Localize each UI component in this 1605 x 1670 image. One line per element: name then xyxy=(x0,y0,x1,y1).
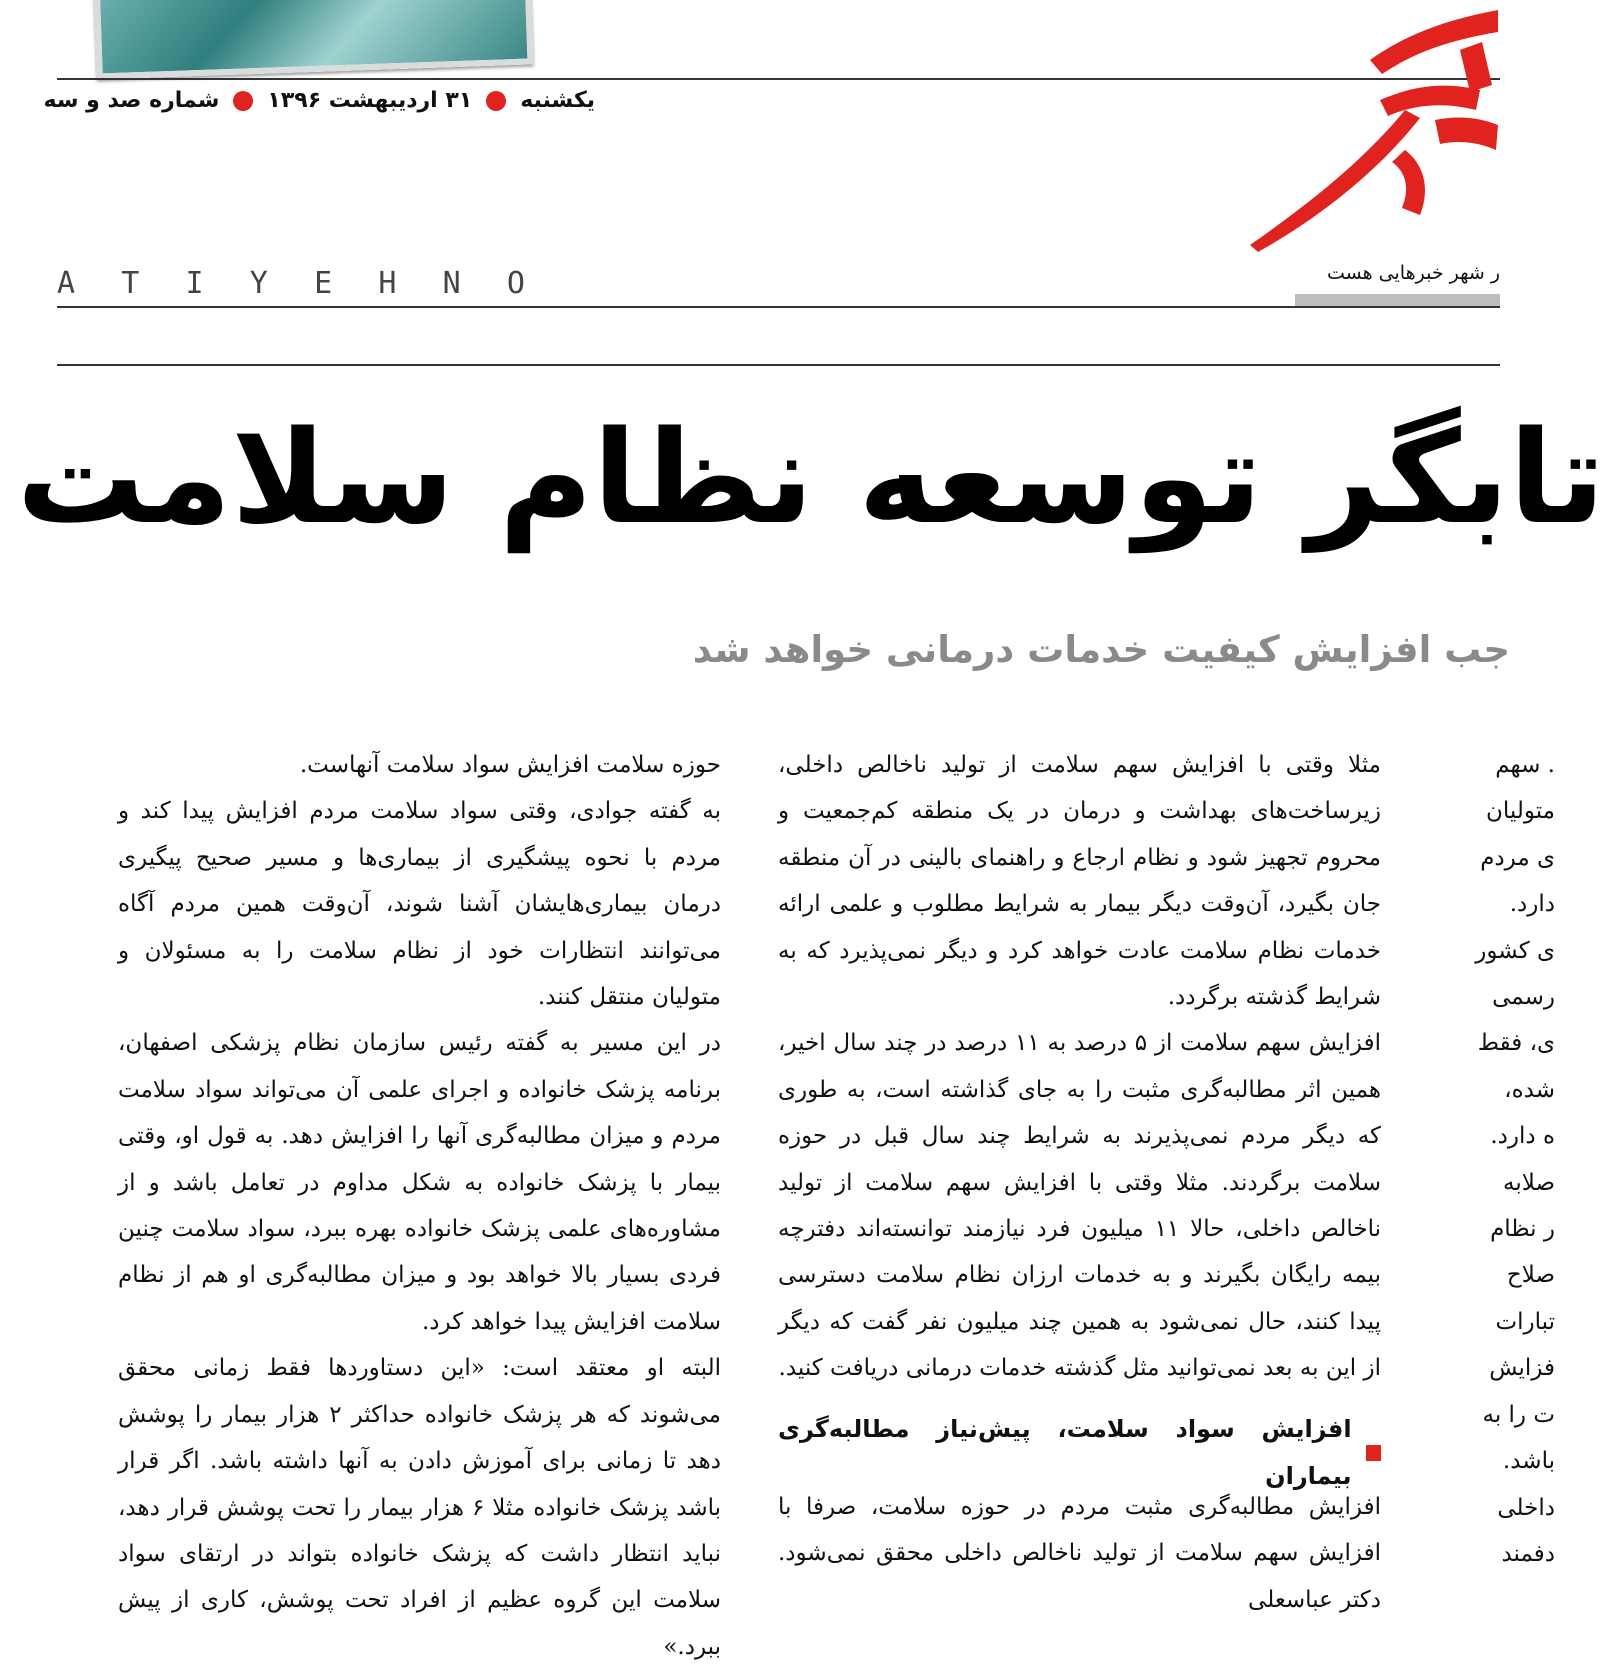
text-fragment: ی مردم xyxy=(1480,844,1555,871)
paragraph: مثلا وقتی با افزایش سهم سلامت از تولید ناخالص داخلی، زیرساخت‌های بهداشت و درمان در یک منطقه کم‌جمعیت و محروم تجهیز شود و نظام ارجاع و راهنمای بالینی در آن منطقه جان بگیرد، آن‌وقت دیگر بیمار به شرایط مطلوب و علمی ارائه خدمات نظام سلامت عادت خواهد کرد و دیگر نمی‌پذیرد که به شرایط گذشته برگردد. xyxy=(778,752,1381,1011)
text-fragment: ی، فقط xyxy=(1477,1030,1555,1057)
brand-letter: N xyxy=(442,266,463,301)
top-photo xyxy=(93,0,533,80)
text-fragment: فزایش xyxy=(1489,1355,1555,1382)
text-fragment: متولیان xyxy=(1486,798,1555,825)
section-rule xyxy=(57,364,1500,366)
text-fragment: دفمند xyxy=(1501,1540,1555,1567)
right-column-clip xyxy=(1435,742,1555,1569)
bullet-dot-icon xyxy=(486,91,506,111)
brand-letter: I xyxy=(185,266,206,301)
text-fragment: باشد. xyxy=(1502,1448,1555,1475)
text-fragment: ی کشور xyxy=(1475,937,1555,964)
section-heading-text: افزایش سواد سلامت، پیش‌نیاز مطالبه‌گری بیماران xyxy=(778,1415,1352,1490)
text-fragment: ه دارد. xyxy=(1490,1123,1555,1150)
square-bullet-icon xyxy=(1366,1445,1381,1461)
brand-letter: A xyxy=(57,266,78,301)
article-column-right xyxy=(1435,742,1555,1577)
dateline xyxy=(44,88,596,113)
article-column-left xyxy=(118,742,721,1670)
paragraph: افزایش مطالبه‌گری مثبت مردم در حوزه سلامت، صرفا با افزایش سهم سلامت از تولید ناخالص داخلی محقق نمی‌شود. دکتر عباسعلی xyxy=(778,1493,1381,1613)
masthead-bottom-rule xyxy=(57,306,1500,308)
brand-letter: Y xyxy=(249,266,270,301)
text-fragment: تبارات xyxy=(1495,1308,1555,1335)
brand-letter: E xyxy=(314,266,335,301)
text-fragment: ت را به xyxy=(1482,1401,1555,1428)
text-fragment: صلابه xyxy=(1503,1169,1555,1196)
dateline-day: یکشنبه xyxy=(520,88,595,113)
masthead-tagline: ر شهر خبرهایی هست xyxy=(1327,262,1500,284)
article-column-middle xyxy=(778,742,1381,1623)
brand-letter: H xyxy=(378,266,399,301)
dateline-issue: شماره صد و سه xyxy=(43,88,220,113)
paragraph: به گفته جوادی، وقتی سواد سلامت مردم افزایش پیدا کند و مردم با نحوه پیشگیری از بیماری‌ها و مسیر صحیح پیگیری درمان بیماری‌هایشان آشنا شوند، آن‌وقت همین مردم آگاه می‌توانند انتظارات خود از نظام سلامت را به مسئولان و متولیان منتقل کنند. xyxy=(118,798,721,1011)
brand-letter: O xyxy=(506,266,527,301)
brand-letter: T xyxy=(121,266,142,301)
paragraph: البته او معتقد است: «این دستاوردها فقط زمانی محقق می‌شوند که هر پزشک خانواده حداکثر ۲ هزار بیمار را پوشش دهد تا زمانی برای آموزش دادن به آنها داشته باشد. اگر قرار باشد پزشک خانواده مثلا ۶ هزار بیمار را تحت پوشش قرار دهد، نباید انتظار داشت که پزشک خانواده بتواند در ارتقای سواد سلامت این گروه عظیم از افراد تحت پوشش، کاری از پیش ببرد.» xyxy=(118,1355,721,1660)
newspaper-logo xyxy=(1230,0,1500,250)
paragraph: افزایش سهم سلامت از ۵ درصد به ۱۱ درصد در چند سال اخیر، همین اثر مطالبه‌گری مثبت را به جای گذاشته است، به طوری که دیگر مردم نمی‌پذیرند به شرایط چند سال قبل در حوزه سلامت برگردند. مثلا وقتی با افزایش سهم سلامت از تولید ناخالص داخلی، حالا ۱۱ میلیون فرد نیازمند توانسته‌اند دفترچه بیمه رایگان بگیرند و به خدمات ارزان نظام سلامت دسترسی پیدا کنند، حال نمی‌شود به همین چند میلیون نفر گفت که دیگر از این به بعد نمی‌توانید مثل گذشته خدمات درمانی دریافت کنید. xyxy=(778,1030,1381,1382)
paragraph: حوزه سلامت افزایش سواد سلامت آنهاست. xyxy=(299,752,721,778)
text-fragment: دارد. xyxy=(1509,891,1555,918)
article-subhead: جب افزایش کیفیت خدمات درمانی خواهد شد xyxy=(692,628,1510,671)
brand-wordmark xyxy=(57,266,527,301)
text-fragment: صلاح xyxy=(1506,1262,1555,1289)
text-fragment: داخلی xyxy=(1497,1494,1555,1521)
dateline-date: ۳۱ اردیبهشت ۱۳۹۶ xyxy=(267,88,473,113)
article-headline: تابگر توسعه نظام سلامت xyxy=(16,404,1605,553)
tagline-bar xyxy=(1295,294,1500,306)
text-fragment: شده، xyxy=(1504,1076,1555,1103)
text-fragment: . سهم xyxy=(1495,752,1555,778)
text-fragment: رسمی xyxy=(1492,984,1555,1011)
section-heading xyxy=(778,1415,1381,1490)
text-fragment: ر نظام xyxy=(1490,1216,1555,1243)
paragraph: در این مسیر به گفته رئیس سازمان نظام پزشکی اصفهان، برنامه پزشک خانواده و اجرای علمی آن می‌تواند سواد سلامت مردم و میزان مطالبه‌گری آنها را افزایش دهد. به قول او، وقتی بیمار با پزشک خانواده به شکل مداوم در تعامل باشد و از مشاوره‌های علمی پزشک خانواده بهره ببرد، سواد سلامت چنین فردی بسیار بالا خواهد بود و میزان مطالبه‌گری او هم از نظام سلامت افزایش پیدا خواهد کرد. xyxy=(118,1030,721,1335)
bullet-dot-icon xyxy=(233,91,253,111)
